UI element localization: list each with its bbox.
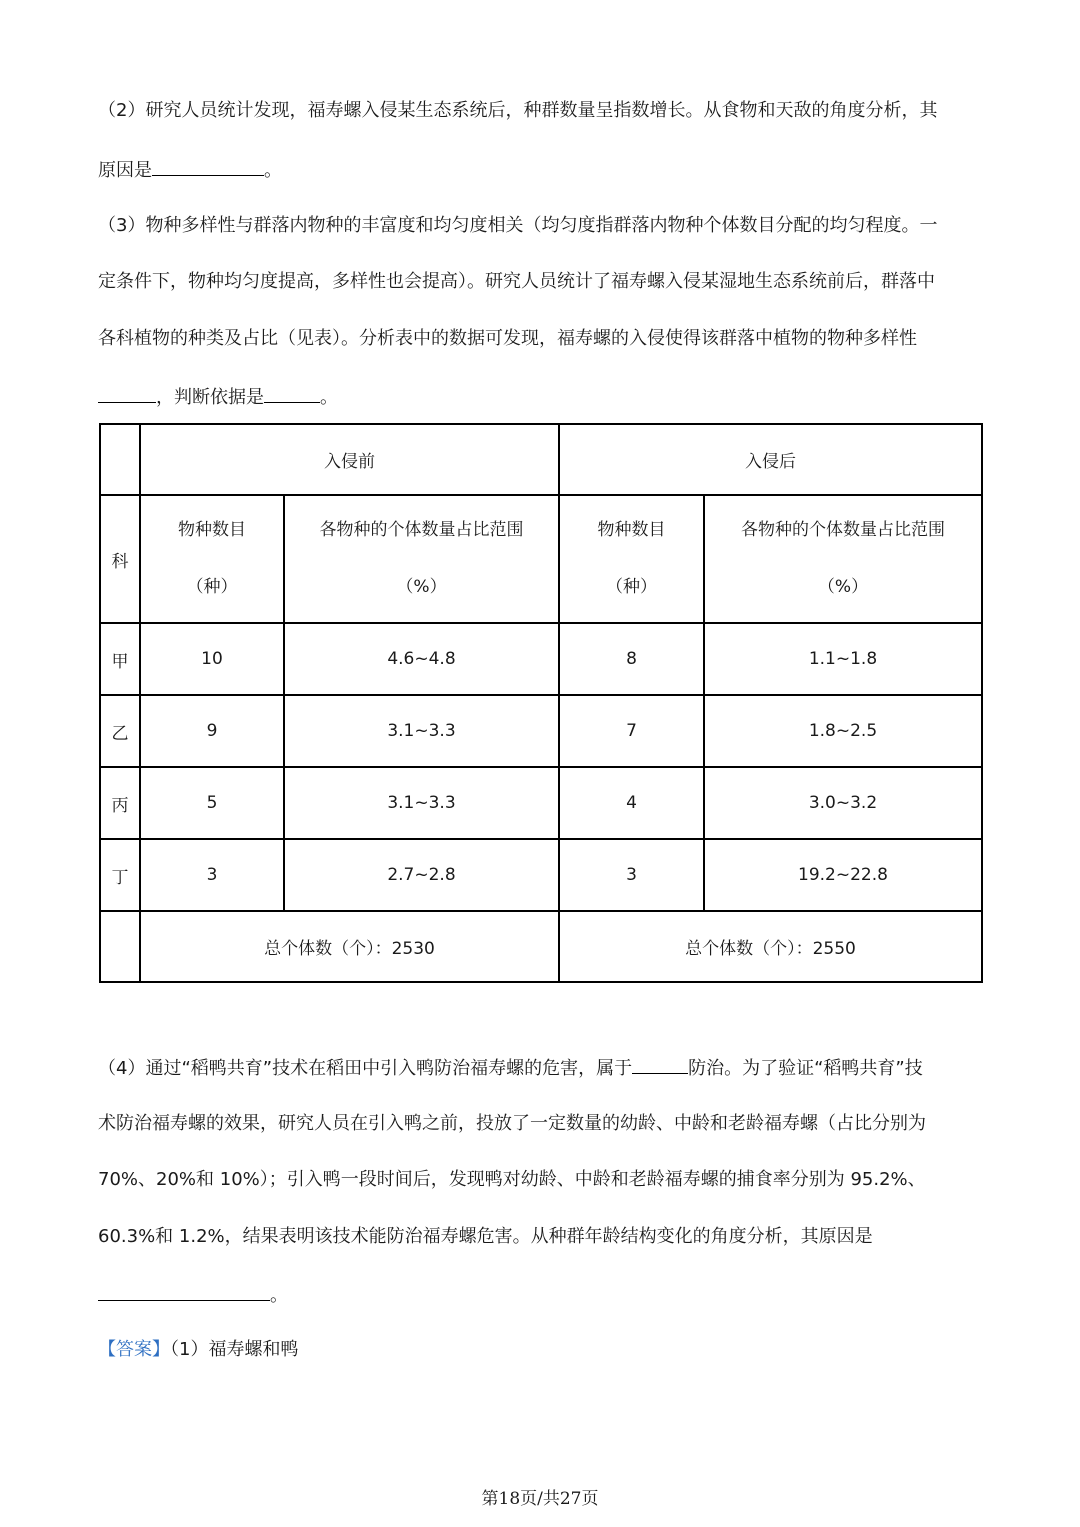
table-row [100,767,982,839]
cell-after-range: 1.8~2.5 [704,695,982,767]
cell-before-range: 3.1~3.3 [284,695,559,767]
table-row [100,695,982,767]
table-row [100,623,982,695]
q4-line-1-suffix: 防治。为了验证“稻鸭共育”技 [688,1058,923,1079]
cell-after-range: 3.0~3.2 [704,767,982,839]
q4-line-1 [98,1055,923,1081]
cell-before-range: 4.6~4.8 [284,623,559,695]
answer-blank [264,384,320,403]
q3-line-3: 各科植物的种类及占比（见表）。分析表中的数据可发现，福寿螺的入侵使得该群落中植物的物种多样性 [98,328,917,349]
empty-total-cell [100,911,140,982]
cell-before-range: 2.7~2.8 [284,839,559,911]
q4-line-3: 70%、20%和 10%）；引入鸭一段时间后，发现鸭对幼龄、中龄和老龄福寿螺的捕食率分别为 95.2%、 [98,1169,926,1190]
table-row [100,839,982,911]
q4-line-5 [98,1282,288,1308]
cell-before-range: 3.1~3.3 [284,767,559,839]
cell-before-count: 3 [140,839,284,911]
answer-line [98,1338,298,1362]
answer-text: （1）福寿螺和鸭 [170,1339,299,1360]
cell-family: 丙 [100,767,140,839]
q2-line-2-suffix: 。 [264,160,282,181]
answer-blank [632,1055,688,1074]
cell-after-count: 8 [559,623,704,695]
q4-line-1-prefix: （4）通过“稻鸭共育”技术在稻田中引入鸭防治福寿螺的危害，属于 [98,1058,633,1079]
cell-after-count: 4 [559,767,704,839]
answer-blank [152,157,264,176]
cell-after-count: 3 [559,839,704,911]
cell-after-count: 7 [559,695,704,767]
empty-corner-cell [100,424,140,495]
header-ratio-before: 各物种的个体数量占比范围 （%） [284,495,559,623]
answer-blank [98,1282,270,1301]
table-subheader-row [100,495,982,623]
q3-line-2: 定条件下，物种均匀度提高，多样性也会提高）。研究人员统计了福寿螺入侵某湿地生态系统前后，群落中 [98,271,935,292]
header-before: 入侵前 [140,424,559,495]
q3-line-4-suffix: 。 [320,387,338,408]
cell-before-count: 5 [140,767,284,839]
cell-family: 乙 [100,695,140,767]
cell-after-range: 19.2~22.8 [704,839,982,911]
header-species-count-after: 物种数目 （种） [559,495,704,623]
q3-line-1: （3）物种多样性与群落内物种的丰富度和均匀度相关（均匀度指群落内物种个体数目分配的均匀程度。一 [98,215,938,236]
answer-tag: 【答案】 [98,1339,170,1360]
q4-line-5-suffix: 。 [270,1285,288,1306]
page-number: 第18页/共27页 [481,1489,599,1509]
cell-before-count: 9 [140,695,284,767]
header-after: 入侵后 [559,424,982,495]
q2-line-2 [98,157,282,183]
total-before: 总个体数（个）：2530 [140,911,559,982]
table-total-row [100,911,982,982]
answer-blank [98,384,156,403]
q2-line-2-prefix: 原因是 [98,160,152,181]
q2-line-1: （2）研究人员统计发现，福寿螺入侵某生态系统后，种群数量呈指数增长。从食物和天敌的角度分析，其 [98,100,938,121]
table-header-row [100,424,982,495]
header-ratio-after: 各物种的个体数量占比范围 （%） [704,495,982,623]
header-species-count-before: 物种数目 （种） [140,495,284,623]
q4-line-4: 60.3%和 1.2%，结果表明该技术能防治福寿螺危害。从种群年龄结构变化的角度分析，其原因是 [98,1226,873,1247]
cell-after-range: 1.1~1.8 [704,623,982,695]
header-family: 科 [100,495,140,623]
total-after: 总个体数（个）：2550 [559,911,982,982]
cell-before-count: 10 [140,623,284,695]
q3-line-4 [98,384,338,410]
species-table [99,423,983,983]
q4-line-2: 术防治福寿螺的效果，研究人员在引入鸭之前，投放了一定数量的幼龄、中龄和老龄福寿螺（占比分别为 [98,1113,926,1134]
cell-family: 丁 [100,839,140,911]
cell-family: 甲 [100,623,140,695]
q3-line-4-mid: ，判断依据是 [156,387,264,408]
